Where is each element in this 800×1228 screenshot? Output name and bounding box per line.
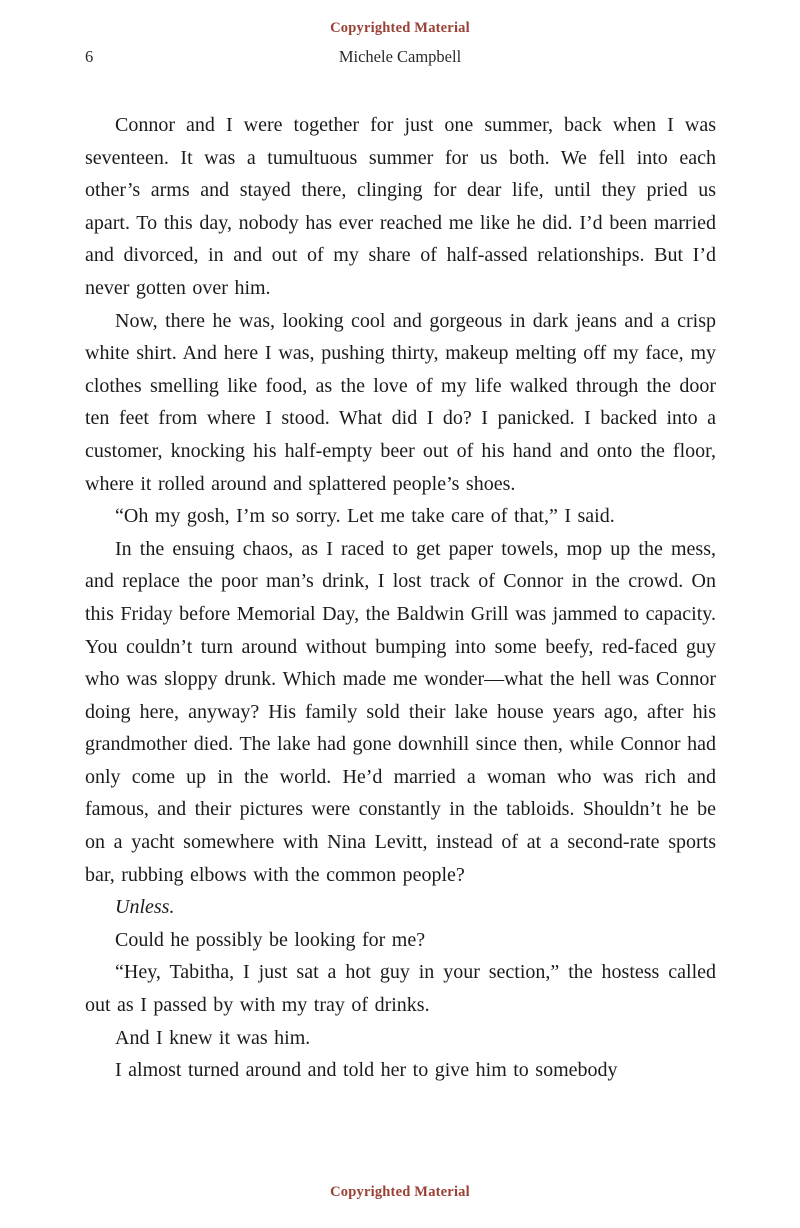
paragraph: I almost turned around and told her to give him to somebody	[115, 1059, 618, 1082]
paragraph: Now, there he was, looking cool and gorgeous in dark jeans and a crisp white shirt. And here I was, pushing thirty, makeup melting off my face, my clothes smelling like food, as the love of my life walked through the door ten feet from where I stood. What did I do? I panicked. I backed into a customer, knocking his half-empty beer out of his hand and onto the floor, where it rolled around and splattered people’s shoes.	[85, 309, 716, 495]
body-text	[85, 109, 716, 1087]
running-header-author: Michele Campbell	[338, 47, 462, 66]
page-header	[85, 47, 715, 69]
paragraph: And I knew it was him.	[115, 1026, 311, 1049]
copyright-notice-top: Copyrighted Material	[330, 20, 470, 36]
paragraph: Connor and I were together for just one summer, back when I was seventeen. It was a tumultuous summer for us both. We fell into each other’s arms and stayed there, clinging for dear life, until they pried us apart. To this day, nobody has ever reached me like he did. I’d been married and divorced, in and out of my share of half-assed relationships. But I’d never gotten over him.	[85, 114, 716, 299]
paragraph: In the ensuing chaos, as I raced to get paper towels, mop up the mess, and replace the poor man’s drink, I lost track of Connor in the crowd. On this Friday before Memorial Day, the Baldwin Grill was jammed to capacity. You couldn’t turn around without bumping into some beefy, red-faced guy who was sloppy drunk. Which made me wonder—what the hell was Connor doing here, anyway? His family sold their lake house years ago, after his grandmother died. The lake had gone downhill since then, while Connor had only come up in the world. He’d married a woman who was rich and famous, and their pictures were constantly in the tabloids. Shouldn’t he be on a yacht somewhere with Nina Levitt, instead of at a second-rate sports bar, rubbing elbows with the common people?	[85, 537, 716, 886]
paragraph: Could he possibly be looking for me?	[115, 928, 426, 951]
paragraph: “Oh my gosh, I’m so sorry. Let me take care of that,” I said.	[115, 505, 615, 528]
paragraph: Unless.	[115, 896, 175, 919]
copyright-notice-bottom: Copyrighted Material	[330, 1184, 470, 1200]
page-number: 6	[85, 47, 94, 66]
paragraph: “Hey, Tabitha, I just sat a hot guy in your section,” the hostess called out as I passed by with my tray of drinks.	[85, 961, 716, 1017]
